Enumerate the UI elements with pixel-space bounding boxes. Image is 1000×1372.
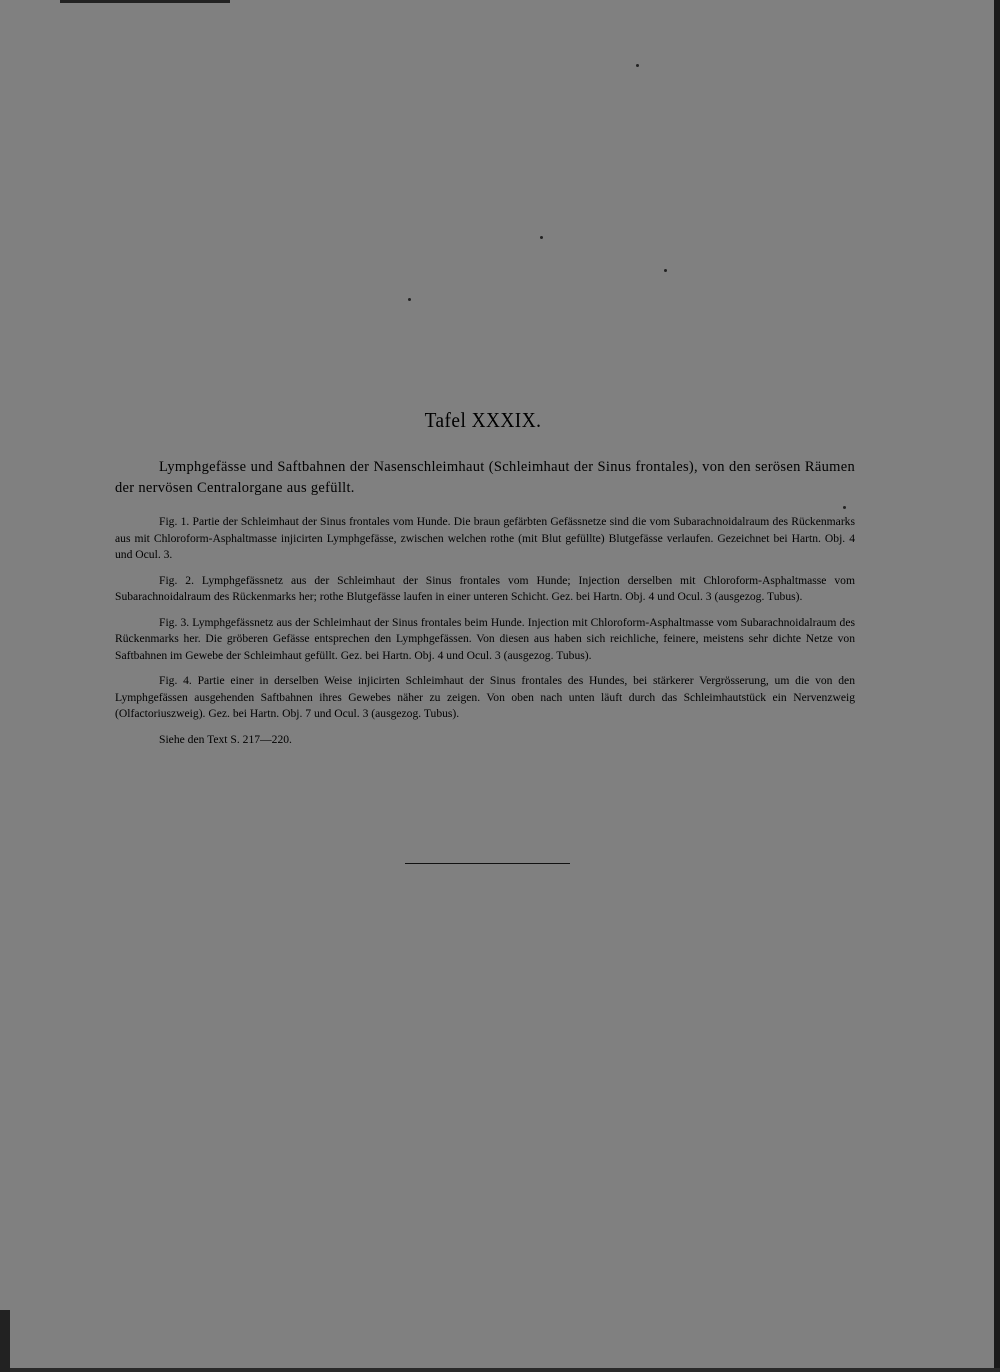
plate-title: Tafel XXXIX. (424, 408, 542, 432)
scan-speck (540, 236, 543, 239)
scan-edge-bottom (0, 1368, 1000, 1372)
figure-captions (115, 514, 855, 748)
scan-speck (408, 298, 411, 301)
figure-caption-1: Fig. 1. Partie der Schleimhaut der Sinus frontales vom Hunde. Die braun gefärbten Gefässnetze sind die vom Subarachnoidalraum des Rückenmarks aus mit Chloroform-Asphaltmasse injicirten Lymphgefässe, zwischen welchen rothe (mit Blut gefüllte) Blutgefässe verlaufen. Gezeichnet bei Hartn. Obj. 4 und Ocul. 3. (115, 515, 855, 561)
plate-subtitle: Lymphgefässe und Saftbahnen der Nasenschleimhaut (Schleimhaut der Sinus frontales), von den serösen Räumen der nervösen Centralorgane aus gefüllt. (115, 459, 855, 496)
scan-speck (636, 64, 639, 67)
scan-speck (664, 269, 667, 272)
text-reference: Siehe den Text S. 217—220. (159, 732, 292, 746)
scan-edge-right (994, 0, 1000, 1372)
closing-rule (405, 863, 570, 864)
figure-caption-4: Fig. 4. Partie einer in derselben Weise injicirten Schleimhaut der Sinus frontales des Hundes, bei stärkerer Vergrösserung, um die von den Lymphgefässen ausgehenden Saftbahnen ihres Gewebes näher zu zeigen. Von oben nach unten läuft durch das Schleimhautstück ein Nervenzweig (Olfactoriuszweig). Gez. bei Hartn. Obj. 7 und Ocul. 3 (ausgezog. Tubus). (115, 674, 855, 720)
figure-caption-2: Fig. 2. Lymphgefässnetz aus der Schleimhaut der Sinus frontales vom Hunde; Injection derselben mit Chloroform-Asphaltmasse vom Subarachnoidalraum des Rückenmarks her; rothe Blutgefässe laufen in einer unteren Schicht. Gez. bei Hartn. Obj. 4 und Ocul. 3 (ausgezog. Tubus). (115, 573, 855, 603)
scan-edge-top (60, 0, 230, 3)
scan-speck (843, 506, 846, 509)
scan-edge-left-mark (0, 1310, 10, 1372)
figure-caption-3: Fig. 3. Lymphgefässnetz aus der Schleimhaut der Sinus frontales beim Hunde. Injection mit Chloroform-Asphaltmasse vom Subarachnoidalraum des Rückenmarks her. Die gröberen Gefässe entsprechen den Lymphgefässen. Von diesen aus haben sich reichliche, feinere, meistens sehr dichte Netze von Saftbahnen im Gewebe der Schleimhaut gefüllt. Gez. bei Hartn. Obj. 4 und Ocul. 3 (ausgezog. Tubus). (115, 615, 855, 662)
